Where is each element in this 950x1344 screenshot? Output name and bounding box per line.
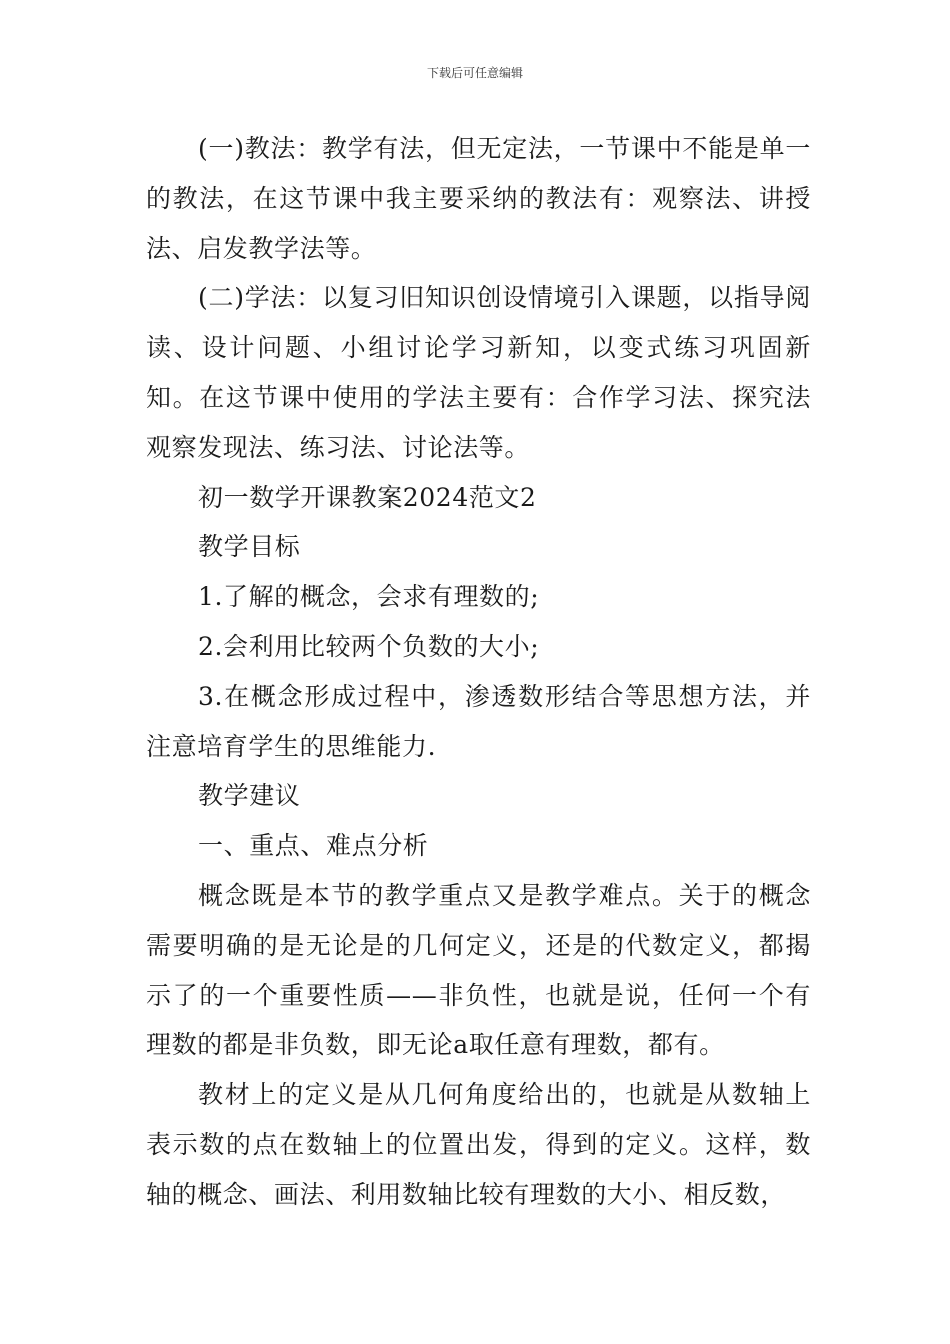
goal-item-1: 1.了解的概念，会求有理数的; (198, 582, 540, 612)
paragraph-learning-method: (二)学法：以复习旧知识创设情境引入课题，以指导阅读、设计问题、小组讨论学习新知，以变式练习巩固新知。在这节课中使用的学法主要有：合作学习法、探究法观察发现法、练习法、讨论法等。 (146, 283, 811, 462)
goal-item-2: 2.会利用比较两个负数的大小; (198, 631, 540, 661)
heading-teaching-goals: 教学目标 (198, 532, 301, 562)
paragraph-teaching-method: (一)教法：教学有法，但无定法，一节课中不能是单一的教法，在这节课中我主要采纳的教法有：观察法、讲授法、启发教学法等。 (146, 134, 811, 263)
heading-teaching-suggestions: 教学建议 (198, 781, 301, 811)
paragraph-textbook-definition: 教材上的定义是从几何角度给出的，也就是从数轴上表示数的点在数轴上的位置出发，得到的定义。这样，数轴的概念、画法、利用数轴比较有理数的大小、相反数， (146, 1080, 811, 1209)
section-title: 初一数学开课教案2024范文2 (198, 482, 537, 512)
page-header: 下载后可任意编辑 (426, 66, 523, 80)
paragraph-concept-analysis: 概念既是本节的教学重点又是教学难点。关于的概念需要明确的是无论是的几何定义，还是的代数定义，都揭示了的一个重要性质——非负性，也就是说，任何一个有理数的都是非负数，即无论a取任意有理数，都有。 (146, 880, 811, 1060)
heading-key-points: 一、重点、难点分析 (198, 831, 429, 861)
goal-item-3: 3.在概念形成过程中，渗透数形结合等思想方法，并注意培育学生的思维能力. (146, 681, 811, 761)
document-body (146, 124, 811, 1220)
